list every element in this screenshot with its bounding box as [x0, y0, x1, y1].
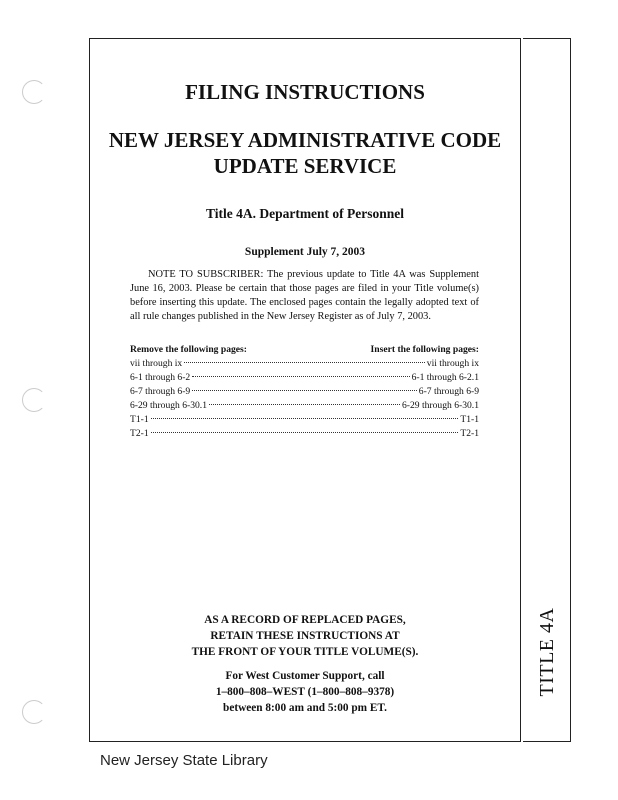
subtitle-line-2: UPDATE SERVICE — [213, 154, 397, 178]
document-title: FILING INSTRUCTIONS — [185, 80, 425, 104]
record-line: RETAIN THESE INSTRUCTIONS AT — [210, 630, 400, 642]
remove-pages: vii through ix — [130, 358, 183, 369]
pages-table — [130, 357, 479, 441]
customer-support — [89, 668, 521, 716]
remove-pages: 6-7 through 6-9 — [130, 386, 191, 397]
remove-pages: T2-1 — [130, 428, 149, 439]
record-line: AS A RECORD OF REPLACED PAGES, — [204, 614, 406, 626]
support-phone: 1–800–808–WEST (1–800–808–9378) — [215, 686, 395, 698]
insert-pages: T2-1 — [460, 428, 479, 439]
dot-leader — [192, 390, 417, 391]
punch-hole-top — [22, 80, 46, 104]
library-stamp: New Jersey State Library — [100, 752, 268, 769]
remove-pages: 6-29 through 6-30.1 — [130, 400, 208, 411]
dot-leader — [151, 432, 459, 433]
punch-hole-bottom — [22, 700, 46, 724]
support-line: For West Customer Support, call — [225, 670, 385, 682]
dot-leader — [184, 362, 425, 363]
table-header — [130, 344, 479, 355]
insert-header: Insert the following pages: — [370, 344, 479, 355]
record-line: THE FRONT OF YOUR TITLE VOLUME(S). — [191, 646, 419, 658]
support-hours: between 8:00 am and 5:00 pm ET. — [223, 702, 387, 714]
table-row — [130, 371, 479, 385]
remove-pages: T1-1 — [130, 414, 149, 425]
remove-pages: 6-1 through 6-2 — [130, 372, 191, 383]
subscriber-note: NOTE TO SUBSCRIBER: The previous update to Title 4A was Supplement June 16, 2003. Please be certain that those pages are filed in your Title volume(s) before inserting this update. The enclosed pages contain the legally adopted text of all rule changes published in the New Jersey Register as of July 7, 2003. — [130, 269, 479, 322]
insert-pages: 6-1 through 6-2.1 — [411, 372, 479, 383]
remove-header: Remove the following pages: — [130, 344, 247, 355]
table-row — [130, 413, 479, 427]
dot-leader — [151, 418, 459, 419]
insert-pages: T1-1 — [460, 414, 479, 425]
record-instructions — [89, 612, 521, 660]
insert-pages: vii through ix — [426, 358, 479, 369]
table-row — [130, 427, 479, 441]
title-department: Title 4A. Department of Personnel — [205, 206, 405, 221]
document-subtitle — [89, 127, 521, 179]
supplement-date: Supplement July 7, 2003 — [244, 246, 366, 258]
table-row — [130, 399, 479, 413]
dot-leader — [192, 376, 409, 377]
insert-pages: 6-29 through 6-30.1 — [401, 400, 479, 411]
table-row — [130, 385, 479, 399]
spine-label: TITLE 4A — [536, 607, 558, 697]
punch-hole-middle — [22, 388, 46, 412]
table-row — [130, 357, 479, 371]
insert-pages: 6-7 through 6-9 — [418, 386, 479, 397]
dot-leader — [209, 404, 400, 405]
subtitle-line-1: NEW JERSEY ADMINISTRATIVE CODE — [108, 128, 502, 152]
